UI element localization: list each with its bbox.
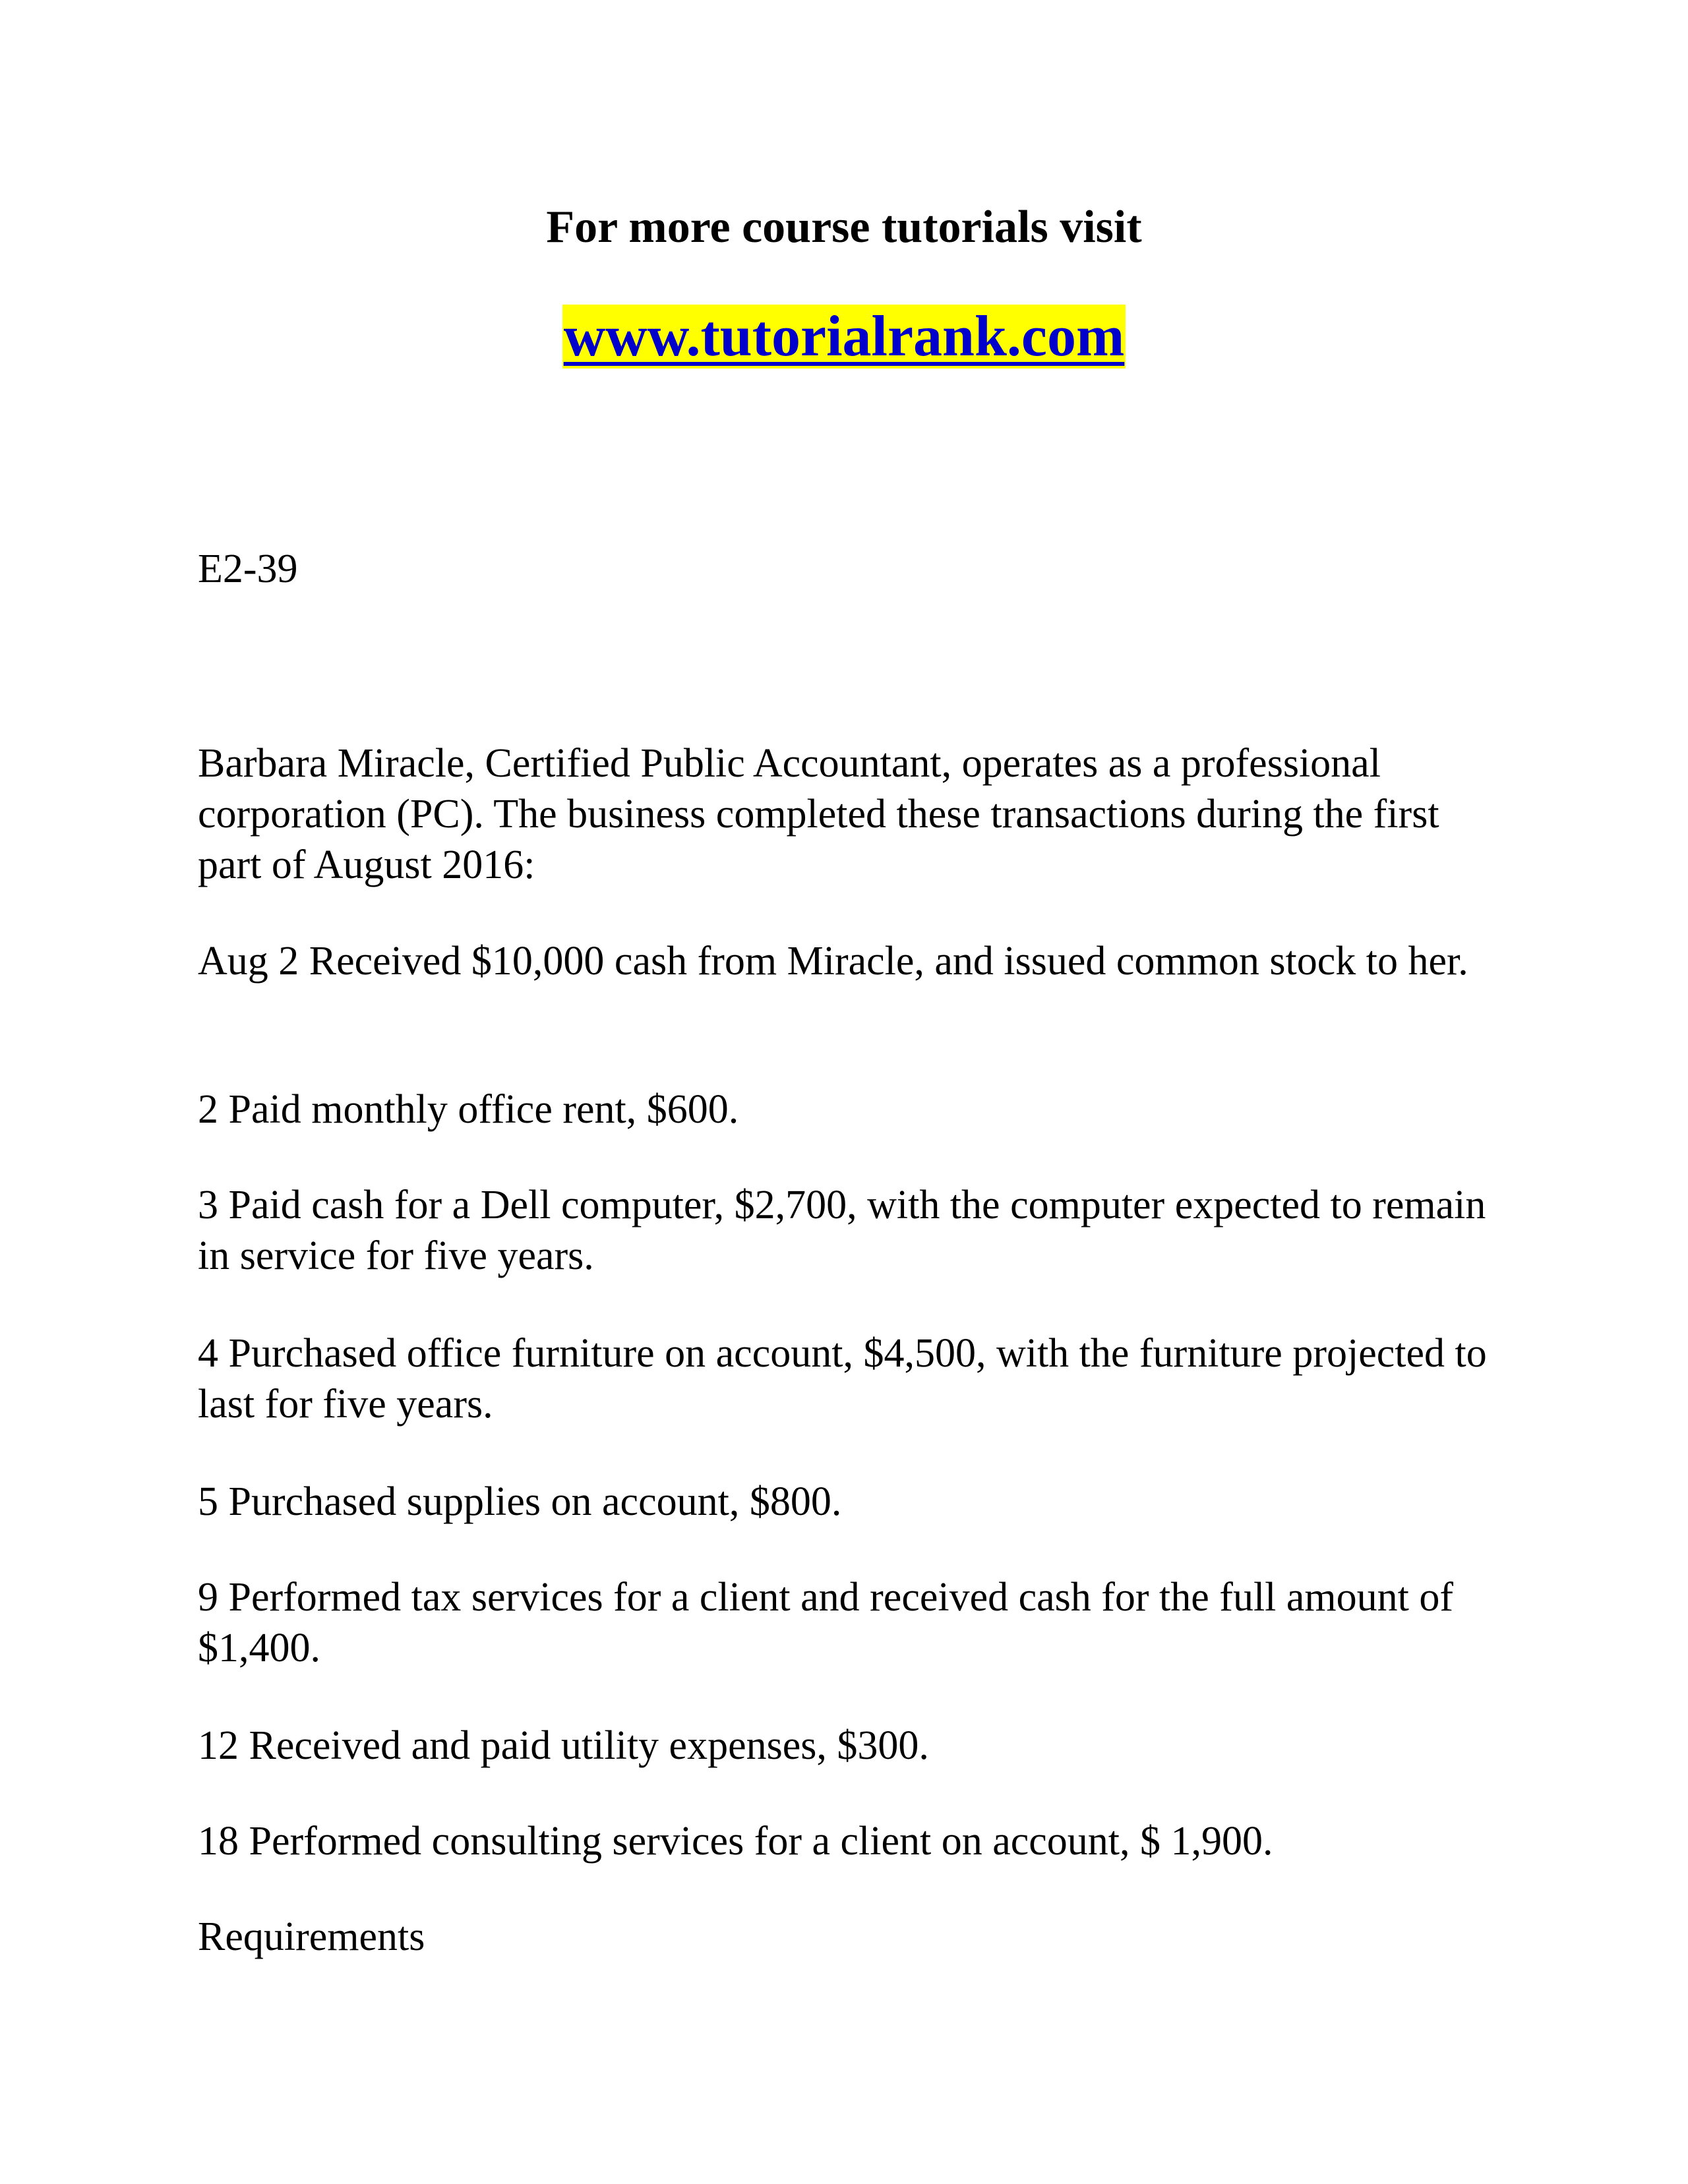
transaction-item: Aug 2 Received $10,000 cash from Miracle, and issued common stock to her. <box>198 939 1468 984</box>
exercise-code: E2-39 <box>198 546 298 591</box>
intro-paragraph: Barbara Miracle, Certified Public Accountant, operates as a professional corporation (PC). The business completed these transactions during the first part of August 2016: <box>198 741 1439 887</box>
transaction-item: 9 Performed tax services for a client and received cash for the full amount of $1,400. <box>198 1575 1454 1670</box>
header-title: For more course tutorials visit <box>546 202 1142 252</box>
transaction-item: 5 Purchased supplies on account, $800. <box>198 1479 842 1524</box>
transaction-item: 3 Paid cash for a Dell computer, $2,700, with the computer expected to remain in service for five years. <box>198 1183 1486 1278</box>
requirements-heading: Requirements <box>198 1914 425 1959</box>
transaction-item: 4 Purchased office furniture on account, $4,500, with the furniture projected to last for five years. <box>198 1331 1487 1427</box>
transaction-item: 18 Performed consulting services for a client on account, $ 1,900. <box>198 1819 1273 1864</box>
tutorial-website-link[interactable]: www.tutorialrank.com <box>563 305 1125 369</box>
header-link-container <box>0 300 1688 374</box>
transaction-item: 12 Received and paid utility expenses, $300. <box>198 1723 929 1768</box>
transaction-item: 2 Paid monthly office rent, $600. <box>198 1087 739 1132</box>
